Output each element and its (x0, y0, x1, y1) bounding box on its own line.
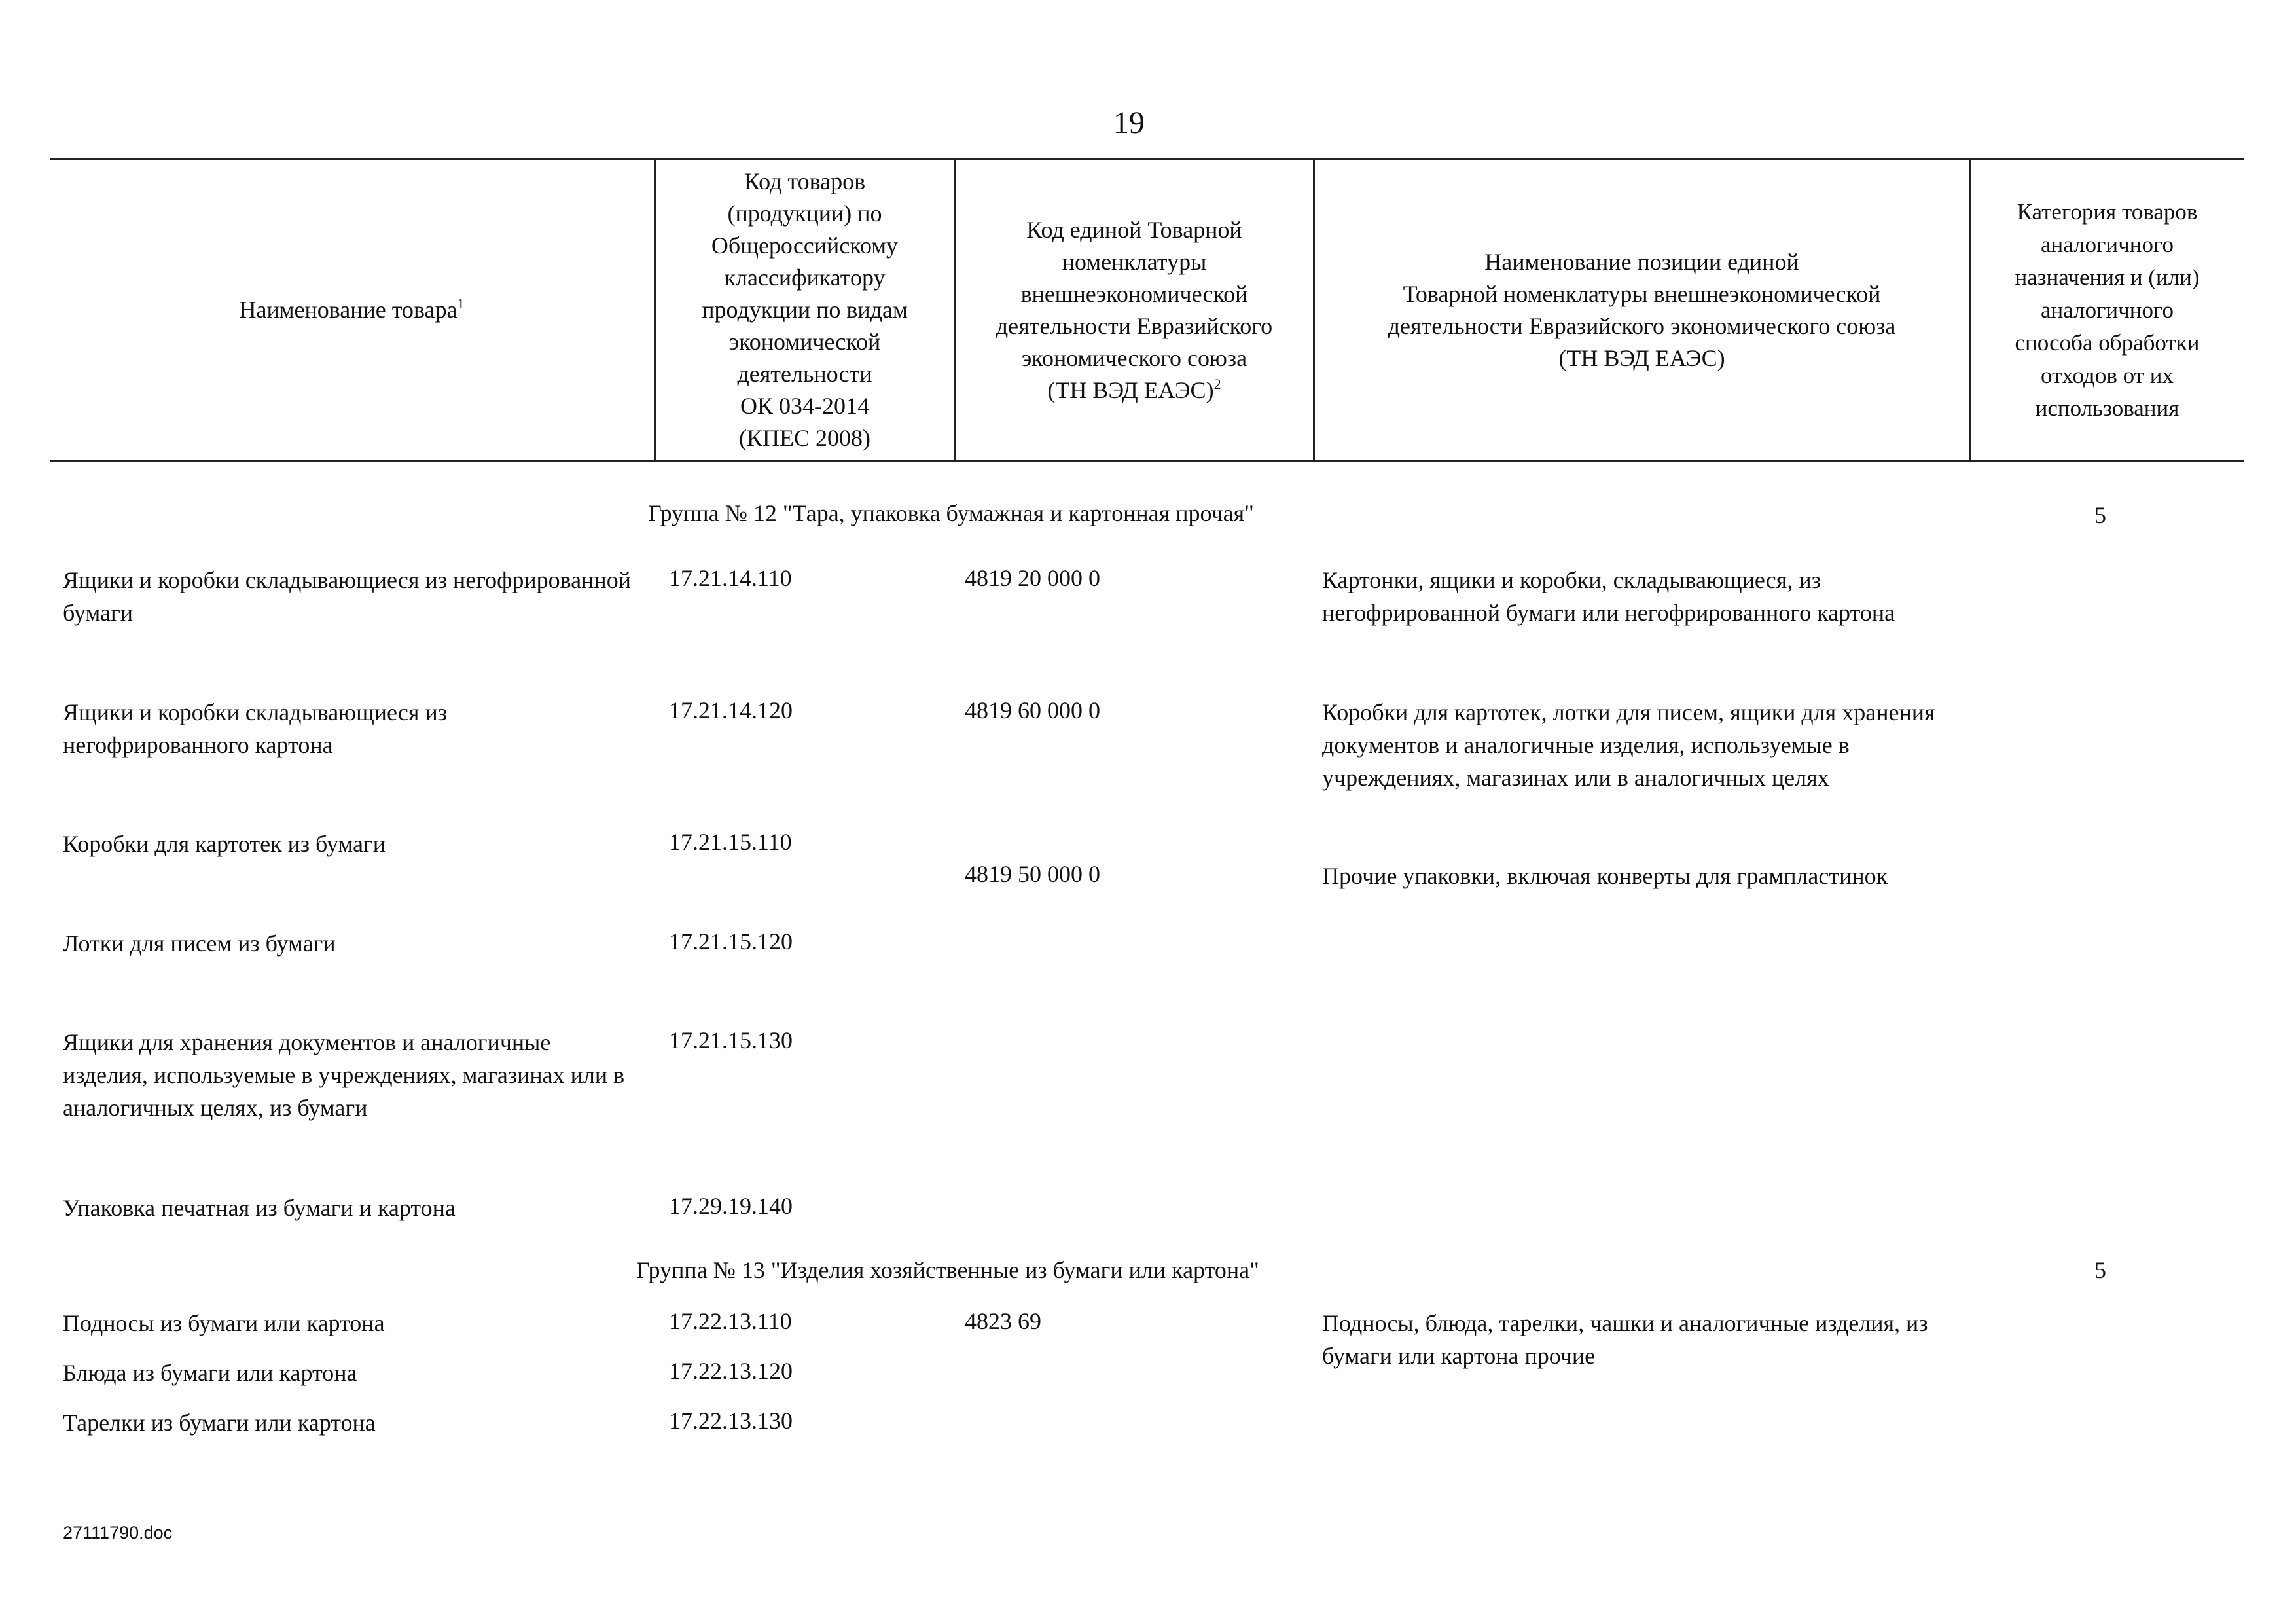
product-name: Упаковка печатная из бумаги и картона (63, 1195, 456, 1221)
header-line: (продукции) по (727, 200, 882, 227)
product-name: Ящики и коробки складывающиеся из негофрированного картона (63, 699, 447, 758)
table-header-bottom-rule (50, 460, 2244, 462)
header-line: экономического союза (1021, 344, 1247, 371)
header-line: назначения и (или) (2015, 264, 2200, 290)
footnote-marker: 1 (457, 295, 465, 312)
tnved-description: Прочие упаковки, включая конверты для грампластинок (1322, 863, 1888, 889)
header-line: Наименование позиции единой (1484, 248, 1799, 275)
tnved-code: 4819 60 000 0 (965, 697, 1100, 723)
okpd-code: 17.29.19.140 (669, 1193, 793, 1219)
header-product-name-text: Наименование товара (239, 297, 457, 323)
okpd-code: 17.22.13.130 (669, 1408, 793, 1434)
header-line: аналогичного (2041, 297, 2174, 323)
header-line: аналогичного (2041, 231, 2174, 257)
header-line: Общероссийскому (711, 232, 899, 259)
group-title: Группа № 12 "Тара, упаковка бумажная и картонная прочая" (648, 500, 1254, 526)
header-line: ОК 034-2014 (740, 393, 869, 419)
header-line-text: (ТН ВЭД ЕАЭС) (1047, 376, 1214, 403)
page-number: 19 (1113, 105, 1145, 140)
header-line: (ТН ВЭД ЕАЭС) (1558, 344, 1725, 371)
tnved-description: Подносы, блюда, тарелки, чашки и аналогичные изделия, из бумаги или картона прочие (1322, 1310, 1928, 1369)
header-line (996, 374, 1272, 407)
header-line: Код единой Товарной (1026, 216, 1242, 243)
header-tnved-code (956, 160, 1313, 460)
file-name-footer: 27111790.doc (63, 1523, 173, 1542)
okpd-code: 17.21.15.110 (669, 829, 792, 855)
product-name: Ящики и коробки складывающиеся из негофрированной бумаги (63, 567, 631, 626)
header-line: экономической (728, 329, 881, 355)
product-name: Коробки для картотек из бумаги (63, 831, 386, 857)
header-line: внешнеэкономической (1020, 280, 1248, 307)
header-line: деятельности Евразийского экономического союза (1388, 312, 1896, 339)
product-name: Блюда из бумаги или картона (63, 1360, 357, 1386)
header-line: Категория товаров (2017, 198, 2198, 225)
tnved-description: Коробки для картотек, лотки для писем, ящики для хранения документов и аналогичные изделия, используемые в учреждениях, магазинах или в аналогичных целях (1322, 699, 1935, 791)
header-line: деятельности Евразийского (996, 312, 1273, 339)
header-product-name (50, 160, 654, 460)
group-category: 5 (2094, 502, 2106, 528)
product-name: Тарелки из бумаги или картона (63, 1410, 376, 1436)
tnved-description: Картонки, ящики и коробки, складывающиеся, из негофрированной бумаги или негофрированного картона (1322, 567, 1895, 626)
tnved-code: 4819 20 000 0 (965, 565, 1100, 591)
okpd-code: 17.21.15.120 (669, 928, 793, 955)
header-line: классификатору (724, 264, 886, 291)
header-line: Товарной номенклатуры внешнеэкономической (1403, 280, 1881, 307)
okpd-code: 17.21.14.120 (669, 697, 793, 723)
header-tnved-name (1315, 160, 1969, 460)
okpd-code: 17.22.13.110 (669, 1308, 792, 1334)
product-name: Лотки для писем из бумаги (63, 930, 336, 957)
group-title: Группа № 13 "Изделия хозяйственные из бумаги или картона" (636, 1257, 1259, 1283)
okpd-code: 17.21.14.110 (669, 565, 792, 591)
tnved-code: 4823 69 (965, 1308, 1041, 1334)
okpd-code: 17.22.13.120 (669, 1358, 793, 1384)
group-category: 5 (2094, 1257, 2106, 1283)
header-line: продукции по видам (702, 297, 908, 323)
header-line: (КПЕС 2008) (739, 425, 870, 451)
product-name: Ящики для хранения документов и аналогичные изделия, используемые в учреждениях, магазинах или в аналогичных целях, из бумаги (63, 1029, 625, 1121)
header-line: номенклатуры (1062, 248, 1207, 275)
tnved-code: 4819 50 000 0 (965, 861, 1100, 887)
header-line: Код товаров (744, 168, 866, 194)
footnote-marker: 2 (1213, 375, 1221, 392)
header-line: деятельности (737, 361, 872, 387)
product-name: Подносы из бумаги или картона (63, 1310, 385, 1336)
header-line: использования (2035, 395, 2179, 421)
header-category (1971, 160, 2244, 460)
header-line: отходов от их (2041, 362, 2174, 388)
header-line: способа обработки (2015, 329, 2200, 356)
okpd-code: 17.21.15.130 (669, 1027, 793, 1053)
header-okpd-code (656, 160, 954, 460)
